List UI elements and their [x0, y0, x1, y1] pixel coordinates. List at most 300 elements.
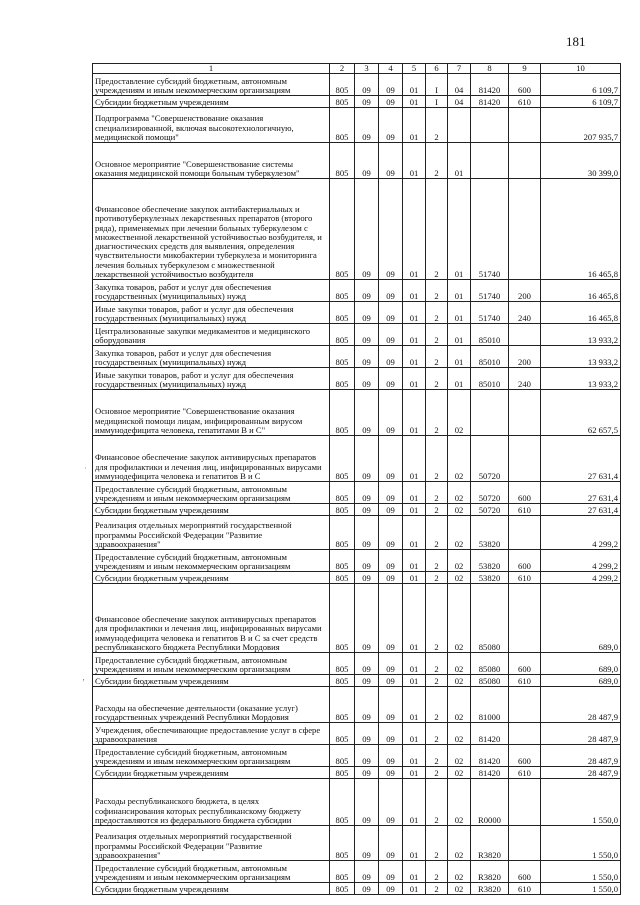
code-cell: 02	[448, 584, 471, 653]
code-cell: 85010	[471, 346, 509, 368]
code-cell: 01	[403, 108, 426, 143]
table-row	[93, 883, 621, 895]
code-cell: 01	[448, 143, 471, 179]
code-cell: 200	[509, 280, 541, 302]
code-cell: 09	[355, 280, 379, 302]
code-cell: 805	[330, 436, 355, 482]
code-cell: 81420	[471, 767, 509, 779]
code-cell	[509, 179, 541, 280]
code-cell: 09	[355, 108, 379, 143]
row-name-cell: Субсидии бюджетным учреждениям	[93, 96, 330, 108]
code-cell: 805	[330, 516, 355, 550]
amount-cell: 6 109,7	[541, 96, 621, 108]
code-cell: 51740	[471, 302, 509, 324]
code-cell: 09	[379, 74, 403, 96]
row-name-cell: Расходы республиканского бюджета, в целях софинансирования которых республиканскому бюджету предоставляются из федерального бюджета субсидии	[93, 779, 330, 826]
row-name-cell: Субсидии бюджетным учреждениям	[93, 504, 330, 516]
code-cell: 01	[403, 346, 426, 368]
table-row	[93, 779, 621, 826]
code-cell: 805	[330, 179, 355, 280]
code-cell: 610	[509, 767, 541, 779]
amount-cell: 27 631,4	[541, 436, 621, 482]
code-cell: 09	[355, 572, 379, 584]
code-cell: 09	[379, 687, 403, 723]
code-cell: 240	[509, 368, 541, 390]
code-cell: 2	[426, 482, 448, 504]
amount-cell: 1 550,0	[541, 779, 621, 826]
table-row	[93, 687, 621, 723]
amount-cell: 28 487,9	[541, 723, 621, 745]
row-name-cell: Предоставление субсидий бюджетным, автономным учреждениям и иным некоммерческим организациям	[93, 653, 330, 675]
code-cell: 09	[379, 302, 403, 324]
code-cell: 50720	[471, 482, 509, 504]
column-header: 9	[509, 64, 541, 74]
amount-cell: 207 935,7	[541, 108, 621, 143]
code-cell: 09	[355, 723, 379, 745]
code-cell: 09	[355, 436, 379, 482]
amount-cell: 1 550,0	[541, 883, 621, 895]
code-cell: 610	[509, 572, 541, 584]
code-cell: 2	[426, 516, 448, 550]
code-cell: 09	[355, 179, 379, 280]
code-cell: 610	[509, 883, 541, 895]
code-cell	[509, 436, 541, 482]
page-number: 181	[566, 34, 586, 49]
code-cell: I	[426, 96, 448, 108]
row-name-cell: Предоставление субсидий бюджетным, автономным учреждениям и иным некоммерческим организациям	[93, 74, 330, 96]
code-cell: 09	[355, 390, 379, 436]
code-cell: 610	[509, 675, 541, 687]
code-cell: 2	[426, 108, 448, 143]
code-cell: 02	[448, 550, 471, 572]
code-cell: 200	[509, 346, 541, 368]
code-cell: 2	[426, 883, 448, 895]
code-cell: 09	[355, 653, 379, 675]
column-header: 7	[448, 64, 471, 74]
row-name-cell: Централизованные закупки медикаментов и медицинского оборудования	[93, 324, 330, 346]
code-cell: 01	[403, 584, 426, 653]
code-cell: 2	[426, 675, 448, 687]
code-cell: 805	[330, 767, 355, 779]
code-cell: 09	[379, 96, 403, 108]
amount-cell: 6 109,7	[541, 74, 621, 96]
table-row	[93, 504, 621, 516]
row-name-cell: Предоставление субсидий бюджетным, автономным учреждениям и иным некоммерческим организациям	[93, 745, 330, 767]
code-cell: 2	[426, 390, 448, 436]
table-row	[93, 302, 621, 324]
code-cell: 01	[403, 723, 426, 745]
amount-cell: 28 487,9	[541, 767, 621, 779]
amount-cell: 4 299,2	[541, 516, 621, 550]
budget-table	[92, 63, 621, 895]
code-cell: 02	[448, 482, 471, 504]
code-cell: 805	[330, 883, 355, 895]
row-name-cell: Финансовое обеспечение закупок антибактериальных и противотуберкулезных лекарственных препаратов (второго ряда), применяемых при лечении больных туберкулезом с множественной лекарственной устойчивостью возбудителя, и диагностических средств для выявления, определения чувствительности микобактерии туберкулеза и мониторинга лечения больных туберкулезом с множественной лекарственной устойчивостью возбудителя	[93, 179, 330, 280]
code-cell: 09	[379, 883, 403, 895]
amount-cell: 4 299,2	[541, 550, 621, 572]
code-cell: 01	[403, 390, 426, 436]
column-header: 6	[426, 64, 448, 74]
code-cell	[448, 108, 471, 143]
amount-cell: 27 631,4	[541, 482, 621, 504]
amount-cell: 28 487,9	[541, 687, 621, 723]
code-cell: 01	[403, 504, 426, 516]
code-cell: 805	[330, 826, 355, 861]
code-cell	[471, 390, 509, 436]
code-cell: 09	[355, 143, 379, 179]
code-cell: 2	[426, 584, 448, 653]
code-cell: 01	[403, 653, 426, 675]
code-cell: 09	[355, 767, 379, 779]
code-cell: 81000	[471, 687, 509, 723]
code-cell: 600	[509, 482, 541, 504]
amount-cell: 16 465,8	[541, 179, 621, 280]
code-cell	[509, 143, 541, 179]
code-cell: 01	[403, 550, 426, 572]
code-cell: 01	[403, 368, 426, 390]
code-cell: 01	[403, 179, 426, 280]
code-cell: 2	[426, 368, 448, 390]
table-row	[93, 324, 621, 346]
amount-cell: 27 631,4	[541, 504, 621, 516]
code-cell: 09	[355, 675, 379, 687]
code-cell: 09	[379, 436, 403, 482]
table-row	[93, 390, 621, 436]
code-cell: 805	[330, 390, 355, 436]
code-cell: 805	[330, 653, 355, 675]
code-cell: 01	[403, 687, 426, 723]
row-name-cell: Субсидии бюджетным учреждениям	[93, 572, 330, 584]
code-cell: 09	[379, 108, 403, 143]
code-cell: 600	[509, 861, 541, 883]
code-cell: 2	[426, 504, 448, 516]
code-cell: 805	[330, 108, 355, 143]
code-cell: 01	[403, 572, 426, 584]
code-cell: 09	[379, 482, 403, 504]
row-name-cell: Основное мероприятие "Совершенствование системы оказания медицинской помощи больным туберкулезом"	[93, 143, 330, 179]
table-row	[93, 280, 621, 302]
code-cell: 09	[379, 179, 403, 280]
code-cell: 2	[426, 723, 448, 745]
code-cell: 02	[448, 687, 471, 723]
column-header: 10	[541, 64, 621, 74]
code-cell: 805	[330, 550, 355, 572]
column-header: 8	[471, 64, 509, 74]
amount-cell: 30 399,0	[541, 143, 621, 179]
amount-cell: 62 657,5	[541, 390, 621, 436]
row-name-cell: Иные закупки товаров, работ и услуг для обеспечения государственных (муниципальных) нужд	[93, 302, 330, 324]
code-cell: 01	[403, 745, 426, 767]
table-row	[93, 745, 621, 767]
code-cell: 2	[426, 550, 448, 572]
code-cell: 09	[379, 779, 403, 826]
code-cell: 09	[379, 516, 403, 550]
code-cell: 2	[426, 826, 448, 861]
table-row	[93, 143, 621, 179]
code-cell: 805	[330, 779, 355, 826]
code-cell: R3820	[471, 861, 509, 883]
code-cell: 51740	[471, 280, 509, 302]
code-cell: 01	[403, 883, 426, 895]
scan-mark: ˙	[84, 466, 87, 476]
code-cell: 85080	[471, 675, 509, 687]
code-cell: 09	[355, 324, 379, 346]
row-name-cell: Основное мероприятие "Совершенствование оказания медицинской помощи лицам, инфицированным вирусом иммунодефицита человека, гепатитами В и С"	[93, 390, 330, 436]
amount-cell: 28 487,9	[541, 745, 621, 767]
code-cell: 09	[355, 74, 379, 96]
code-cell: 01	[403, 302, 426, 324]
amount-cell: 13 933,2	[541, 346, 621, 368]
code-cell: 85080	[471, 584, 509, 653]
code-cell: 09	[379, 280, 403, 302]
code-cell: 09	[379, 861, 403, 883]
table-row	[93, 572, 621, 584]
code-cell: 01	[403, 74, 426, 96]
code-cell: R3820	[471, 883, 509, 895]
code-cell: 81420	[471, 745, 509, 767]
code-cell: 01	[403, 675, 426, 687]
table-row	[93, 584, 621, 653]
code-cell	[509, 687, 541, 723]
table-row	[93, 550, 621, 572]
code-cell: 09	[379, 584, 403, 653]
code-cell: 2	[426, 436, 448, 482]
code-cell: 805	[330, 324, 355, 346]
code-cell: 600	[509, 745, 541, 767]
code-cell: 600	[509, 74, 541, 96]
code-cell: 09	[355, 482, 379, 504]
code-cell: 2	[426, 280, 448, 302]
code-cell: 610	[509, 96, 541, 108]
table-row	[93, 861, 621, 883]
code-cell: 01	[403, 861, 426, 883]
code-cell: 81420	[471, 74, 509, 96]
code-cell: 01	[448, 179, 471, 280]
code-cell: 01	[403, 324, 426, 346]
code-cell	[509, 584, 541, 653]
code-cell	[471, 108, 509, 143]
table-row	[93, 179, 621, 280]
code-cell: 01	[403, 96, 426, 108]
code-cell: 09	[355, 346, 379, 368]
code-cell: 600	[509, 653, 541, 675]
code-cell: 09	[355, 745, 379, 767]
code-cell: 01	[448, 368, 471, 390]
code-cell: 805	[330, 723, 355, 745]
code-cell: 01	[448, 280, 471, 302]
code-cell: 2	[426, 861, 448, 883]
code-cell: 09	[355, 584, 379, 653]
code-cell: 01	[403, 516, 426, 550]
code-cell: 09	[379, 504, 403, 516]
code-cell: 805	[330, 143, 355, 179]
table-header-row	[93, 64, 621, 74]
code-cell: 09	[355, 96, 379, 108]
code-cell: 02	[448, 767, 471, 779]
table-row	[93, 482, 621, 504]
code-cell: 85010	[471, 324, 509, 346]
code-cell: 2	[426, 653, 448, 675]
code-cell: 2	[426, 779, 448, 826]
code-cell: 09	[379, 653, 403, 675]
code-cell: 09	[355, 302, 379, 324]
code-cell: 02	[448, 653, 471, 675]
column-header: 4	[379, 64, 403, 74]
code-cell: 2	[426, 324, 448, 346]
row-name-cell: Субсидии бюджетным учреждениям	[93, 675, 330, 687]
amount-cell: 16 465,8	[541, 280, 621, 302]
code-cell: 09	[355, 550, 379, 572]
code-cell: 01	[403, 482, 426, 504]
code-cell: 09	[355, 883, 379, 895]
code-cell	[509, 723, 541, 745]
code-cell: 09	[379, 826, 403, 861]
code-cell: 02	[448, 504, 471, 516]
table-row	[93, 108, 621, 143]
row-name-cell: Иные закупки товаров, работ и услуг для обеспечения государственных (муниципальных) нужд	[93, 368, 330, 390]
code-cell: 805	[330, 504, 355, 516]
row-name-cell: Закупка товаров, работ и услуг для обеспечения государственных (муниципальных) нужд	[93, 280, 330, 302]
code-cell: 09	[355, 861, 379, 883]
row-name-cell: Учреждения, обеспечивающие предоставление услуг в сфере здравоохранения	[93, 723, 330, 745]
code-cell: 09	[379, 745, 403, 767]
column-header: 3	[355, 64, 379, 74]
code-cell: 50720	[471, 504, 509, 516]
code-cell: 02	[448, 883, 471, 895]
amount-cell: 689,0	[541, 675, 621, 687]
code-cell: 50720	[471, 436, 509, 482]
code-cell: 02	[448, 390, 471, 436]
code-cell: 01	[448, 346, 471, 368]
code-cell: 2	[426, 745, 448, 767]
code-cell: 53820	[471, 572, 509, 584]
code-cell: 09	[379, 324, 403, 346]
code-cell: 805	[330, 74, 355, 96]
amount-cell: 16 465,8	[541, 302, 621, 324]
column-header: 2	[330, 64, 355, 74]
amount-cell: 689,0	[541, 584, 621, 653]
code-cell: 09	[355, 826, 379, 861]
code-cell: 2	[426, 302, 448, 324]
code-cell: 09	[355, 779, 379, 826]
code-cell: 09	[379, 723, 403, 745]
row-name-cell: Реализация отдельных мероприятий государственной программы Российской Федерации "Развитие здравоохранения"	[93, 516, 330, 550]
code-cell: 01	[403, 143, 426, 179]
table-row	[93, 96, 621, 108]
code-cell: 805	[330, 572, 355, 584]
code-cell	[471, 143, 509, 179]
code-cell: 04	[448, 74, 471, 96]
code-cell: 02	[448, 436, 471, 482]
table-body	[93, 74, 621, 895]
row-name-cell: Финансовое обеспечение закупок антивирусных препаратов для профилактики и лечения лиц, инфицированных вирусами иммунодефицита человека и гепатитов В и С за счет средств республиканского бюджета Республики Мордовия	[93, 584, 330, 653]
table-row	[93, 516, 621, 550]
code-cell: 805	[330, 346, 355, 368]
code-cell: 09	[379, 572, 403, 584]
code-cell: 81420	[471, 723, 509, 745]
code-cell: 600	[509, 550, 541, 572]
code-cell: 09	[355, 504, 379, 516]
code-cell: 04	[448, 96, 471, 108]
code-cell: R0000	[471, 779, 509, 826]
code-cell: 09	[379, 346, 403, 368]
code-cell: 2	[426, 346, 448, 368]
code-cell: 805	[330, 280, 355, 302]
table-row	[93, 74, 621, 96]
code-cell: 2	[426, 572, 448, 584]
code-cell: 85080	[471, 653, 509, 675]
code-cell: 805	[330, 687, 355, 723]
code-cell: 02	[448, 779, 471, 826]
amount-cell: 4 299,2	[541, 572, 621, 584]
code-cell: 805	[330, 96, 355, 108]
scan-mark: ‚	[82, 672, 85, 682]
column-header: 5	[403, 64, 426, 74]
row-name-cell: Реализация отдельных мероприятий государственной программы Российской Федерации "Развитие здравоохранения"	[93, 826, 330, 861]
code-cell: 01	[403, 436, 426, 482]
code-cell: 01	[403, 779, 426, 826]
code-cell	[509, 108, 541, 143]
code-cell: 09	[355, 368, 379, 390]
code-cell: 01	[448, 302, 471, 324]
code-cell: 610	[509, 504, 541, 516]
table-row	[93, 767, 621, 779]
code-cell: 2	[426, 687, 448, 723]
amount-cell: 13 933,2	[541, 324, 621, 346]
code-cell: 09	[379, 368, 403, 390]
code-cell: 240	[509, 302, 541, 324]
table-row	[93, 675, 621, 687]
code-cell: 09	[379, 390, 403, 436]
code-cell: 02	[448, 675, 471, 687]
code-cell: 01	[403, 826, 426, 861]
code-cell: 09	[355, 516, 379, 550]
table-row	[93, 346, 621, 368]
code-cell: 85010	[471, 368, 509, 390]
row-name-cell: Субсидии бюджетным учреждениям	[93, 883, 330, 895]
code-cell: 02	[448, 745, 471, 767]
amount-cell: 1 550,0	[541, 826, 621, 861]
code-cell: 01	[448, 324, 471, 346]
code-cell: 09	[379, 550, 403, 572]
code-cell: 53820	[471, 550, 509, 572]
code-cell: 81420	[471, 96, 509, 108]
table-row	[93, 653, 621, 675]
code-cell: 805	[330, 675, 355, 687]
code-cell: 01	[403, 280, 426, 302]
code-cell: 2	[426, 179, 448, 280]
table-row	[93, 436, 621, 482]
code-cell: 02	[448, 572, 471, 584]
row-name-cell: Предоставление субсидий бюджетным, автономным учреждениям и иным некоммерческим организациям	[93, 550, 330, 572]
amount-cell: 1 550,0	[541, 861, 621, 883]
row-name-cell: Подпрограмма "Совершенствование оказания специализированной, включая высокотехнологичную, медицинской помощи"	[93, 108, 330, 143]
amount-cell: 689,0	[541, 653, 621, 675]
code-cell	[509, 324, 541, 346]
code-cell: 51740	[471, 179, 509, 280]
code-cell: 2	[426, 767, 448, 779]
code-cell: 805	[330, 861, 355, 883]
code-cell: 805	[330, 302, 355, 324]
code-cell: 805	[330, 482, 355, 504]
code-cell	[509, 390, 541, 436]
code-cell: 09	[355, 687, 379, 723]
code-cell	[509, 779, 541, 826]
code-cell: 02	[448, 861, 471, 883]
row-name-cell: Предоставление субсидий бюджетным, автономным учреждениям и иным некоммерческим организациям	[93, 482, 330, 504]
code-cell: 09	[379, 767, 403, 779]
row-name-cell: Расходы на обеспечение деятельности (оказание услуг) государственных учреждений Республики Мордовия	[93, 687, 330, 723]
